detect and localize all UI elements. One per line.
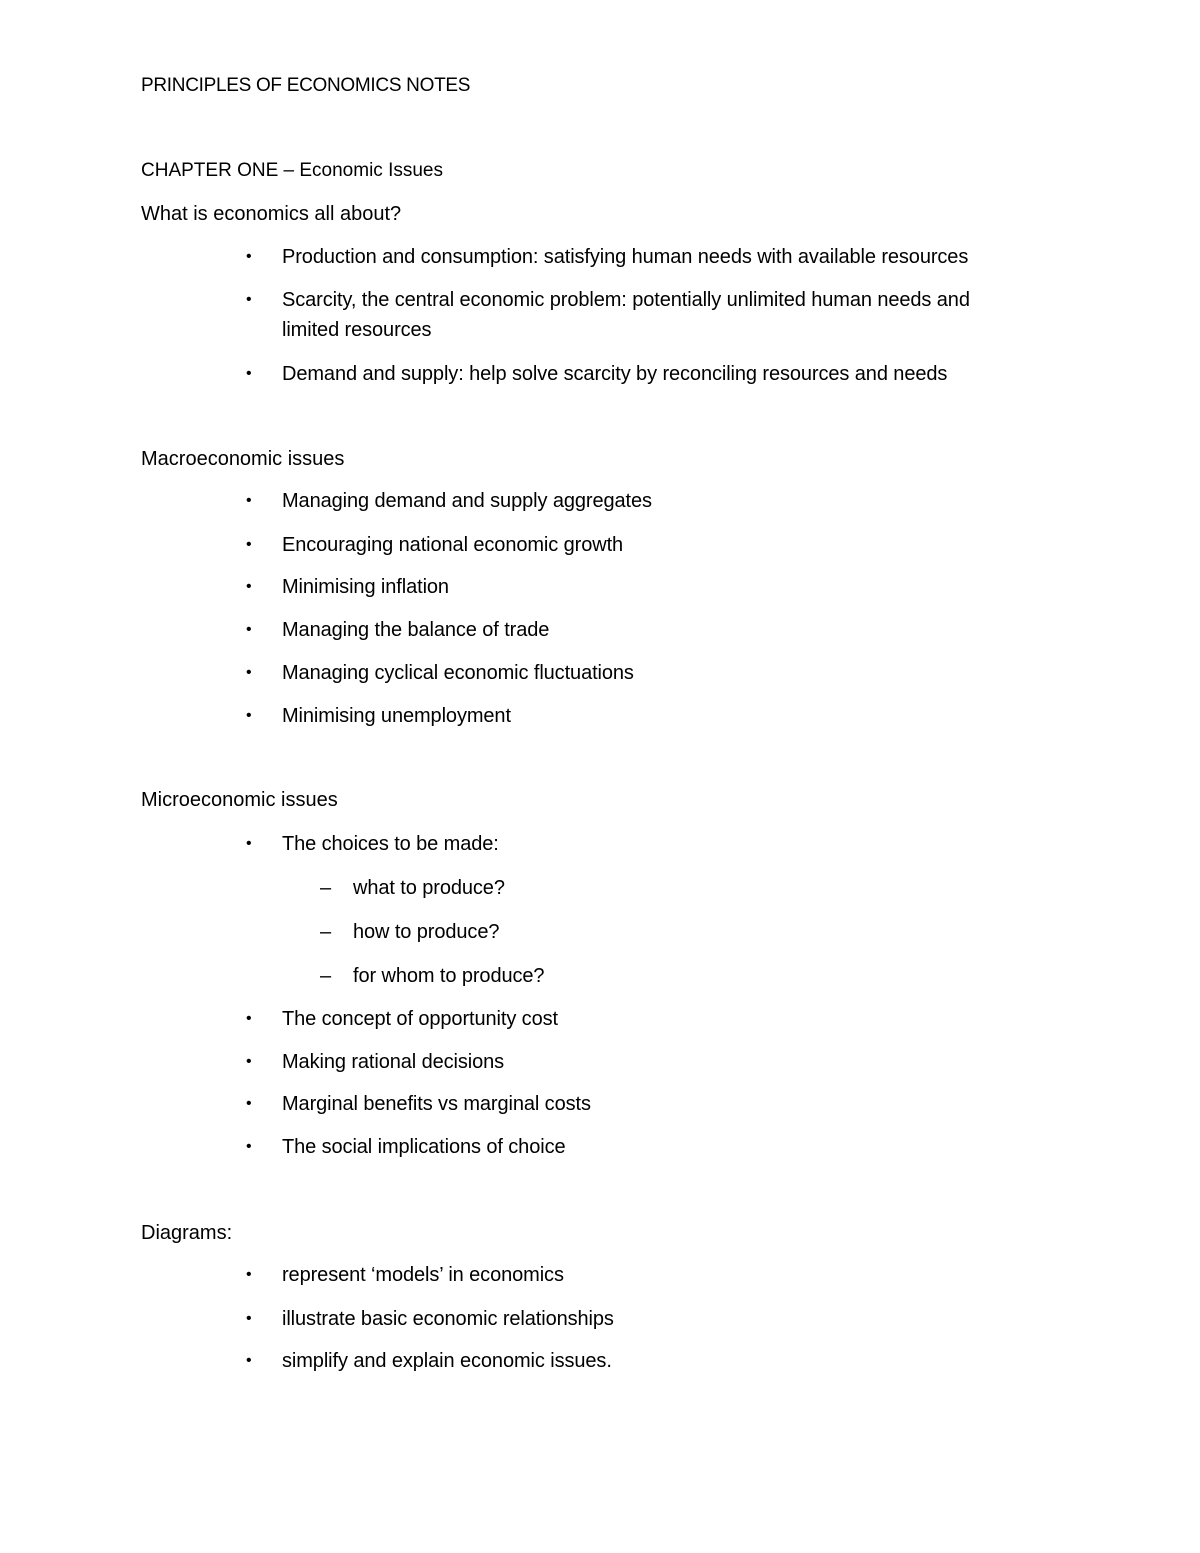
- bullet-icon: •: [246, 1352, 252, 1369]
- list-item: Production and consumption: satisfying human needs with available resources: [282, 246, 969, 268]
- bullet-icon: •: [246, 578, 252, 595]
- bullet-icon: •: [246, 1095, 252, 1112]
- bullet-icon: •: [246, 835, 252, 852]
- chapter-heading: CHAPTER ONE – Economic Issues: [141, 160, 443, 181]
- sub-list-item: how to produce?: [353, 921, 500, 943]
- section-heading: Macroeconomic issues: [141, 448, 345, 470]
- list-item: Marginal benefits vs marginal costs: [282, 1093, 591, 1115]
- list-item: Scarcity, the central economic problem: potentially unlimited human needs and: [282, 289, 970, 311]
- dash-icon: –: [320, 965, 332, 987]
- section-heading: Diagrams:: [141, 1222, 233, 1244]
- list-item: Encouraging national economic growth: [282, 534, 624, 556]
- list-item-continuation: limited resources: [282, 319, 432, 341]
- list-item: Managing cyclical economic fluctuations: [282, 662, 634, 684]
- bullet-icon: •: [246, 1266, 252, 1283]
- bullet-icon: •: [246, 248, 252, 265]
- dash-icon: –: [320, 877, 332, 899]
- bullet-icon: •: [246, 707, 252, 724]
- bullet-icon: •: [246, 1010, 252, 1027]
- bullet-icon: •: [246, 1138, 252, 1155]
- bullet-icon: •: [246, 291, 252, 308]
- list-item: Making rational decisions: [282, 1051, 505, 1073]
- list-item: represent ‘models’ in economics: [282, 1264, 564, 1286]
- list-item: The social implications of choice: [282, 1136, 566, 1158]
- list-item: simplify and explain economic issues.: [282, 1350, 612, 1372]
- bullet-icon: •: [246, 1310, 252, 1327]
- sub-list-item: what to produce?: [353, 877, 505, 899]
- list-item: The concept of opportunity cost: [282, 1008, 558, 1030]
- document-title: PRINCIPLES OF ECONOMICS NOTES: [141, 75, 471, 96]
- list-item: Managing demand and supply aggregates: [282, 490, 652, 512]
- dash-icon: –: [320, 921, 332, 943]
- bullet-icon: •: [246, 492, 252, 509]
- bullet-icon: •: [246, 365, 252, 382]
- sub-list-item: for whom to produce?: [353, 965, 545, 987]
- section-heading: What is economics all about?: [141, 203, 402, 225]
- list-item: Demand and supply: help solve scarcity by reconciling resources and needs: [282, 363, 948, 385]
- list-item: Managing the balance of trade: [282, 619, 550, 641]
- bullet-icon: •: [246, 621, 252, 638]
- section-heading: Microeconomic issues: [141, 789, 338, 811]
- bullet-icon: •: [246, 536, 252, 553]
- list-item: illustrate basic economic relationships: [282, 1308, 614, 1330]
- bullet-icon: •: [246, 664, 252, 681]
- bullet-icon: •: [246, 1053, 252, 1070]
- list-item: Minimising unemployment: [282, 705, 511, 727]
- list-item: The choices to be made:: [282, 833, 499, 855]
- list-item: Minimising inflation: [282, 576, 449, 598]
